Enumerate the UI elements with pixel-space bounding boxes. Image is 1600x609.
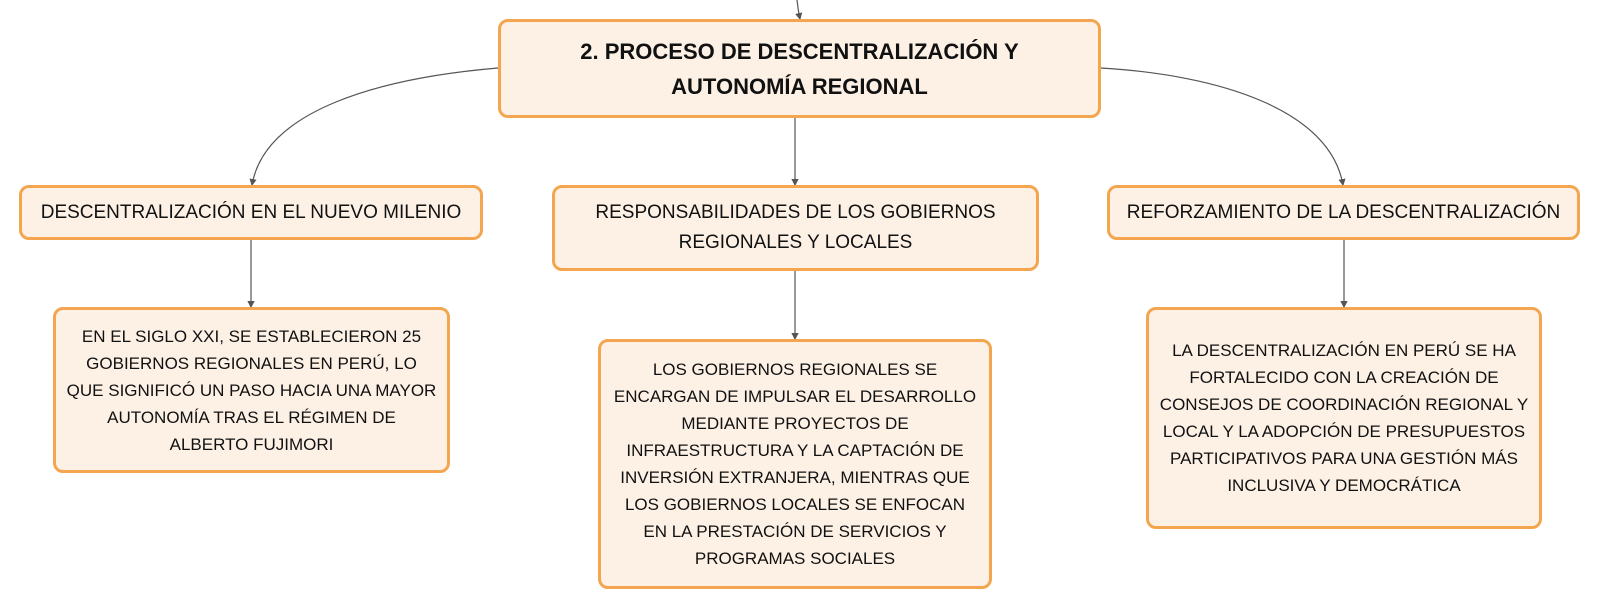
connector-root-b1 bbox=[252, 68, 498, 185]
branch-node-nuevo-milenio[interactable] bbox=[19, 185, 483, 240]
branch-title: RESPONSABILIDADES DE LOS GOBIERNOS REGIONALES Y LOCALES bbox=[595, 202, 996, 253]
connector-incoming bbox=[797, 0, 800, 19]
detail-node-responsabilidades[interactable] bbox=[598, 339, 992, 589]
branch-title: DESCENTRALIZACIÓN EN EL NUEVO MILENIO bbox=[40, 201, 462, 223]
root-node[interactable] bbox=[498, 19, 1101, 118]
connector-root-b3 bbox=[1101, 68, 1343, 185]
detail-text: EN EL SIGLO XXI, SE ESTABLECIERON 25 GOBIERNOS REGIONALES EN PERÚ, LO QUE SIGNIFICÓ UN PASO HACIA UNA MAYOR AUTONOMÍA TRAS EL RÉGIMEN DE ALBERTO FUJIMORI bbox=[66, 326, 437, 454]
detail-text: LA DESCENTRALIZACIÓN EN PERÚ SE HA FORTALECIDO CON LA CREACIÓN DE CONSEJOS DE COORDINACIÓN REGIONAL Y LOCAL Y LA ADOPCIÓN DE PRESUPUESTOS PARTICIPATIVOS PARA UNA GESTIÓN MÁS INCLUSIVA Y DEMOCRÁTICA bbox=[1159, 341, 1529, 495]
detail-node-nuevo-milenio[interactable] bbox=[53, 307, 450, 473]
branch-node-reforzamiento[interactable] bbox=[1107, 185, 1580, 240]
root-title-line1: 2. PROCESO DE DESCENTRALIZACIÓN Y bbox=[580, 38, 1019, 64]
detail-node-reforzamiento[interactable] bbox=[1146, 307, 1542, 529]
branch-title: REFORZAMIENTO DE LA DESCENTRALIZACIÓN bbox=[1126, 201, 1561, 223]
branch-node-responsabilidades[interactable] bbox=[552, 185, 1039, 271]
detail-text: LOS GOBIERNOS REGIONALES SE ENCARGAN DE IMPULSAR EL DESARROLLO MEDIANTE PROYECTOS DE INFRAESTRUCTURA Y LA CAPTACIÓN DE INVERSIÓN EXTRANJERA, MIENTRAS QUE LOS GOBIERNOS LOCALES SE ENFOCAN EN LA PRESTACIÓN DE SERVICIOS Y PROGRAMAS SOCIALES bbox=[613, 360, 977, 568]
root-title-line2: AUTONOMÍA REGIONAL bbox=[671, 73, 928, 99]
